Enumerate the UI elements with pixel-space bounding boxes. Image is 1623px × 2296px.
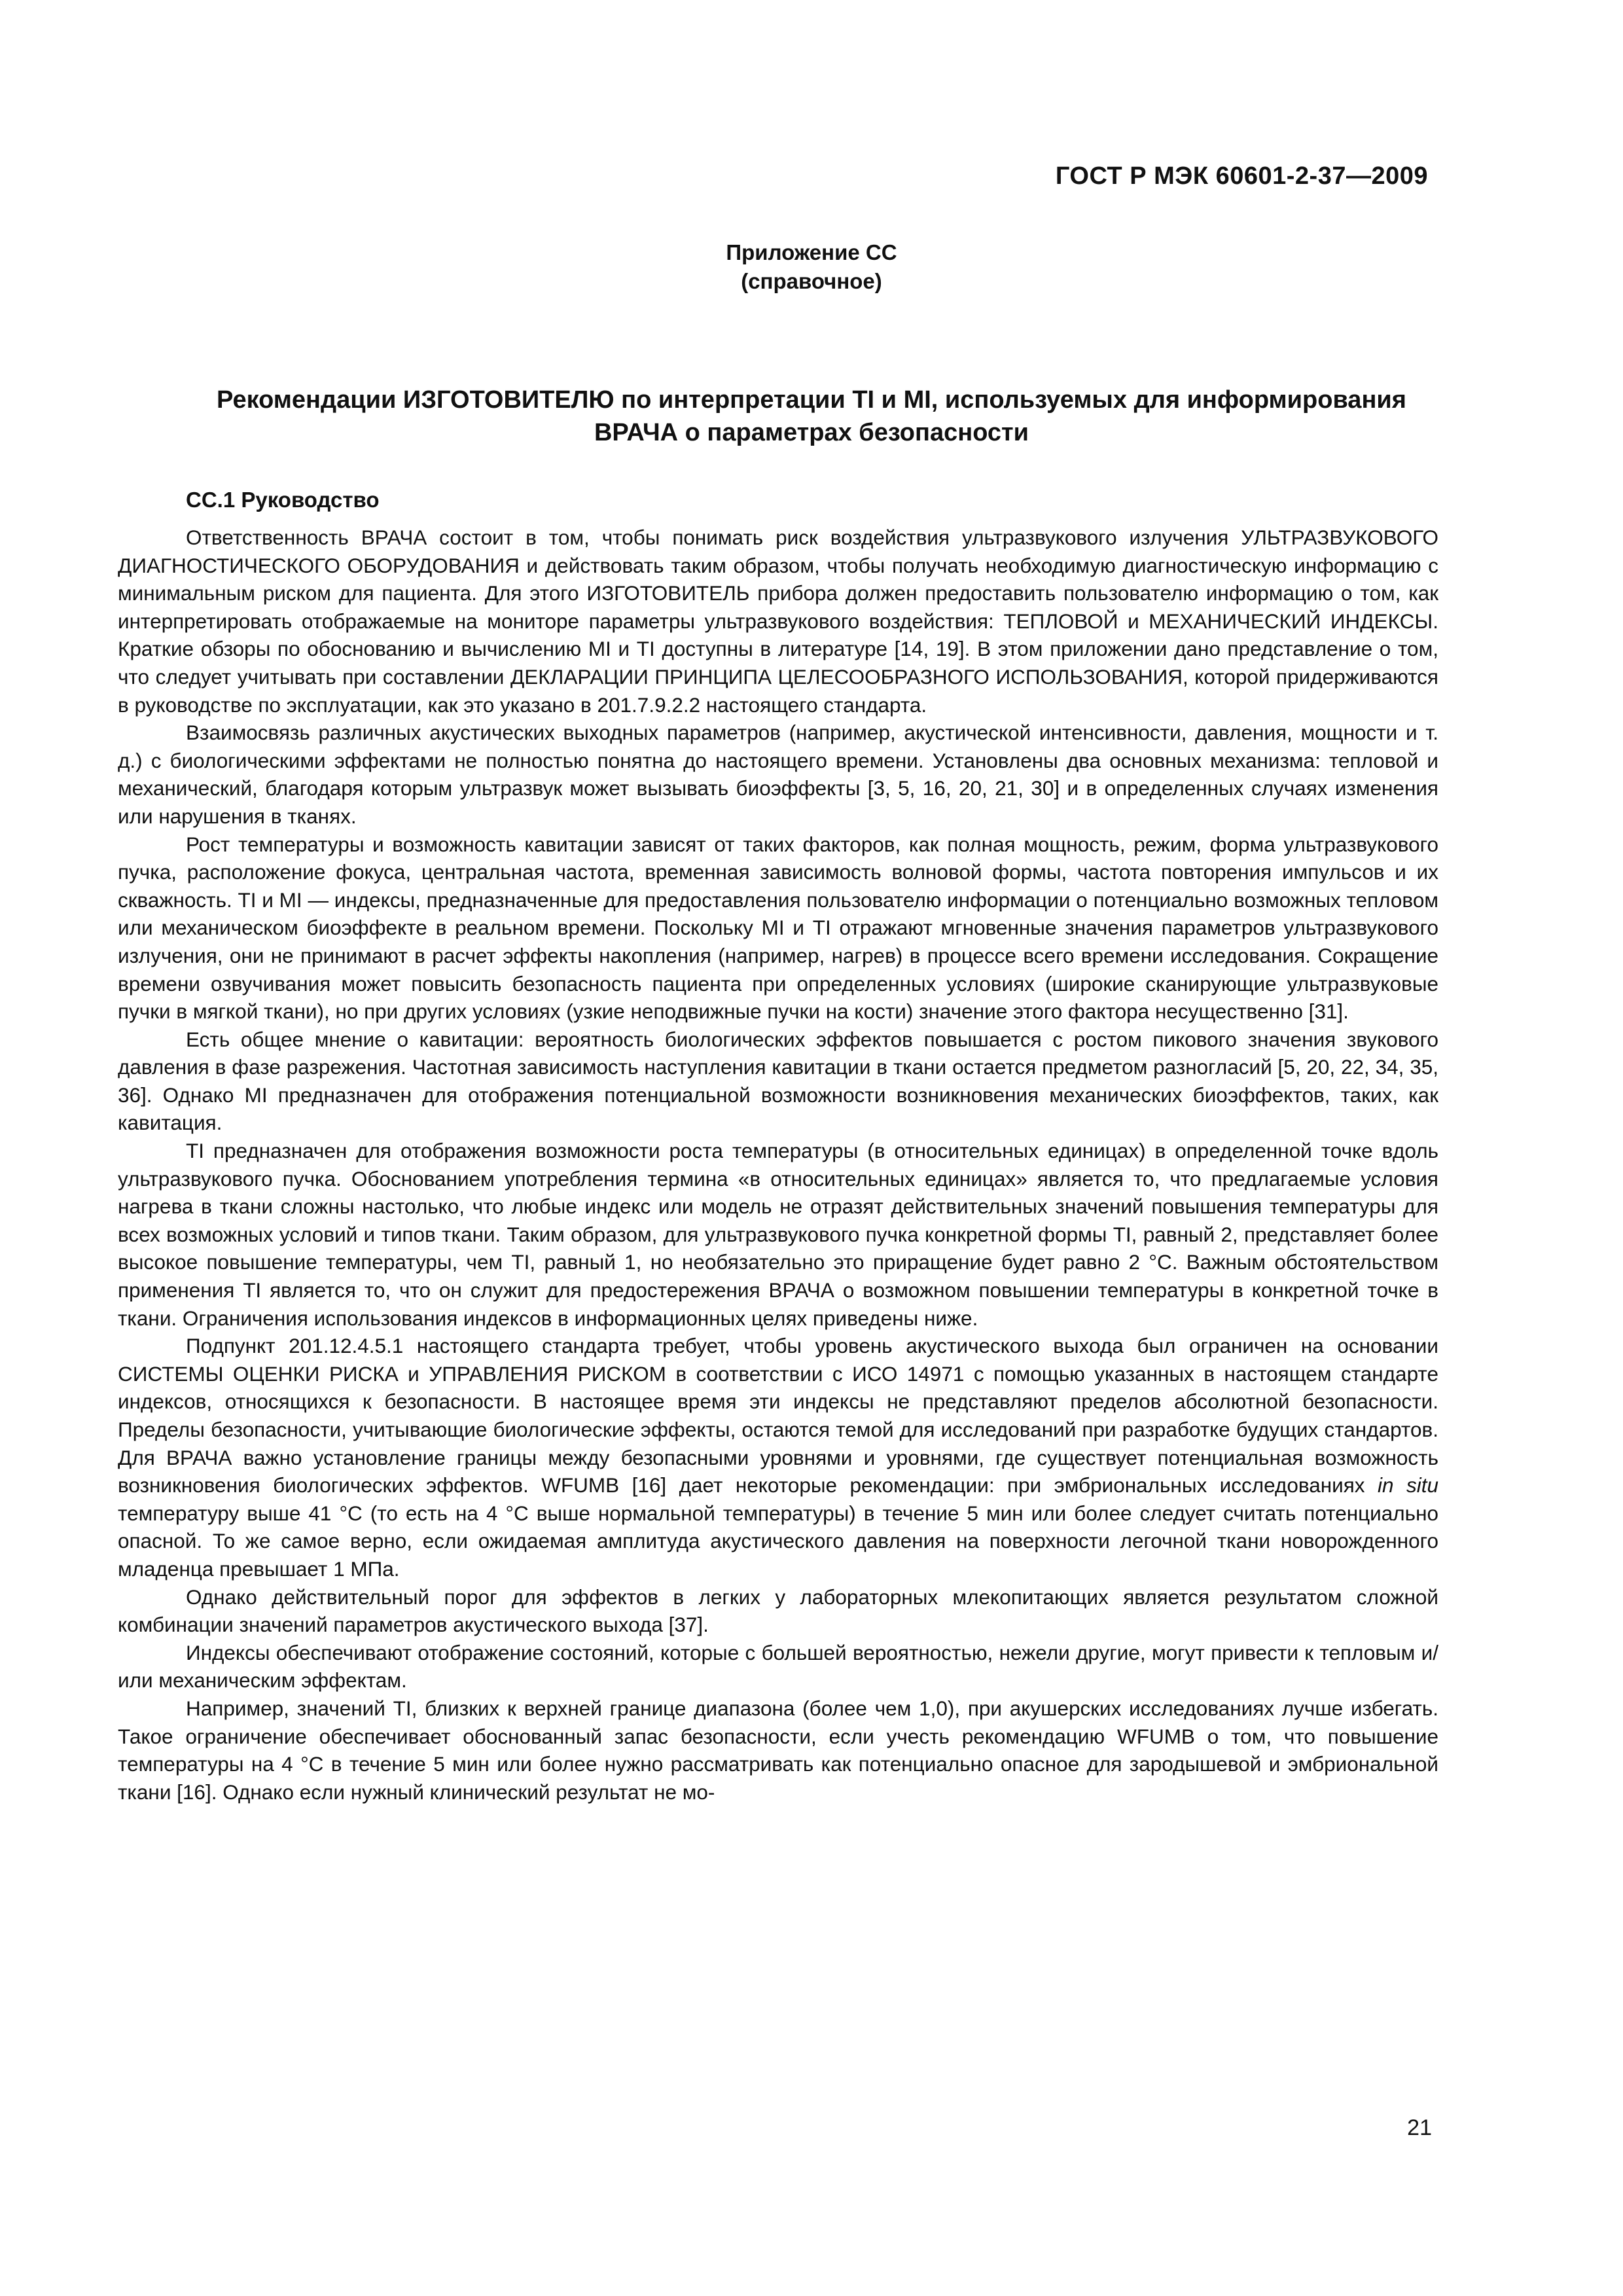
paragraph-5: TI предназначен для отображения возможности роста температуры (в относительных единицах) в определенной точке вдоль ультразвукового пучка. Обоснованием употребления термина «в относительных единицах» является то, что предлагаемые условия нагрева в ткани сложны настолько, что любые индекс или модель не отразят действительных значений повышения температуры для всех возможных условий и типов ткани. Таким образом, для ультразвукового пучка конкретной формы TI, равный 2, представляет более высокое повышение температуры, чем TI, равный 1, но необязательно это приращение будет равно 2 °С. Важным обстоятельством применения TI является то, что он служит для предостережения ВРАЧА о возможном повышении температуры в конкретной точке в ткани. Ограничения использования индексов в информационных целях приведены ниже. bbox=[118, 1139, 1438, 1330]
annex-label: Приложение СС bbox=[726, 240, 897, 264]
paragraph-6-italic-term: in situ bbox=[1378, 1473, 1438, 1498]
paragraph-1: Ответственность ВРАЧА состоит в том, чтобы понимать риск воздействия ультразвукового излучения УЛЬТРАЗВУКОВОГО ДИАГНОСТИЧЕСКОГО ОБОРУДОВАНИЯ и действовать таким образом, чтобы получать необходимую диагностическую информацию с минимальным риском для пациента. Для этого ИЗГОТОВИТЕЛЬ прибора должен предоставить пользователю информацию о том, как интерпретировать отображаемые на мониторе параметры ультразвукового воздействия: ТЕПЛОВОЙ и МЕХАНИЧЕСКИЙ ИНДЕКСЫ. Краткие обзоры по обоснованию и вычислению MI и TI доступны в литературе [14, 19]. В этом приложении дано представление о том, что следует учитывать при составлении ДЕКЛАРАЦИИ ПРИНЦИПА ЦЕЛЕСООБРАЗНОГО ИСПОЛЬЗОВАНИЯ, которой придерживаются в руководстве по эксплуатации, как это указано в 201.7.9.2.2 настоящего стандарта. bbox=[118, 526, 1438, 717]
paragraph-8: Индексы обеспечивают отображение состояний, которые с большей вероятностью, нежели другие, могут привести к тепловым и/или механическим эффектам. bbox=[118, 1640, 1438, 1693]
annex-heading bbox=[0, 238, 1623, 296]
paragraph-6 bbox=[118, 1332, 1438, 1583]
paragraph-2: Взаимосвязь различных акустических выходных параметров (например, акустической интенсивности, давления, мощности и т. д.) с биологическими эффектами не полностью понятна до настоящего времени. Установлены два основных механизма: тепловой и механический, благодаря которым ультразвук может вызывать биоэффекты [3, 5, 16, 20, 21, 30] и в определенных случаях изменения или нарушения в тканях. bbox=[118, 721, 1438, 828]
annex-title-line-2: ВРАЧА о параметрах безопасности bbox=[594, 419, 1029, 446]
paragraph-6-end: температуру выше 41 °С (то есть на 4 °С выше нормальной температуры) в течение 5 мин или более следует считать потенциально опасной. То же самое верно, если ожидаемая амплитуда акустического давления на поверхности легочной ткани новорожденного младенца превышает 1 МПа. bbox=[118, 1501, 1438, 1581]
paragraph-7: Однако действительный порог для эффектов в легких у лабораторных млекопитающих является результатом сложной комбинации значений параметров акустического выхода [37]. bbox=[118, 1585, 1438, 1637]
annex-status: (справочное) bbox=[741, 269, 882, 293]
annex-title bbox=[118, 384, 1505, 449]
paragraph-6-start: Подпункт 201.12.4.5.1 настоящего стандарта требует, чтобы уровень акустического выхода был ограничен на основании СИСТЕМЫ ОЦЕНКИ РИСКА и УПРАВЛЕНИЯ РИСКОМ в соответствии с ИСО 14971 с помощью указанных в настоящем стандарте индексов, относящихся к безопасности. В настоящее время эти индексы не представляют пределов абсолютной безопасности. Пределы безопасности, учитывающие биологические эффекты, остаются темой для исследований при разработке будущих стандартов. Для ВРАЧА важно установление границы между безопасными уровнями и уровнями, где существует потенциальная возможность возникновения биологических эффектов. WFUMB [16] дает некоторые рекомендации: при эмбриональных исследованиях bbox=[118, 1334, 1438, 1498]
document-code: ГОСТ Р МЭК 60601-2-37—2009 bbox=[1055, 162, 1428, 190]
paragraph-4: Есть общее мнение о кавитации: вероятность биологических эффектов повышается с ростом пикового значения звукового давления в фазе разрежения. Частотная зависимость наступления кавитации в ткани остается предметом разногласий [5, 20, 22, 34, 35, 36]. Однако MI предназначен для отображения потенциальной возможности возникновения механических биоэффектов, таких, как кавитация. bbox=[118, 1027, 1438, 1135]
paragraph-3: Рост температуры и возможность кавитации зависят от таких факторов, как полная мощность, режим, форма ультразвукового пучка, расположение фокуса, центральная частота, временная зависимость волновой формы, частота повторения импульсов и их скважность. TI и MI — индексы, предназначенные для предоставления пользователю информации о потенциально возможных тепловом или механическом биоэффекте в реальном времени. Поскольку MI и TI отражают мгновенные значения параметров ультразвукового излучения, они не принимают в расчет эффекты накопления (например, нагрев) в процессе всего времени исследования. Сокращение времени озвучивания может повысить безопасность пациента при определенных условиях (широкие сканирующие ультразвуковые пучки в мягкой ткани), но при других условиях (узкие неподвижные пучки на кости) значение этого фактора несущественно [31]. bbox=[118, 832, 1438, 1024]
page-number: 21 bbox=[1407, 2115, 1432, 2140]
annex-title-line-1: Рекомендации ИЗГОТОВИТЕЛЮ по интерпретации TI и MI, используемых для информирования bbox=[217, 386, 1406, 414]
section-heading: СС.1 Руководство bbox=[186, 488, 380, 512]
paragraph-9: Например, значений TI, близких к верхней границе диапазона (более чем 1,0), при акушерских исследованиях лучше избегать. Такое ограничение обеспечивает обоснованный запас безопасности, если учесть рекомендацию WFUMB о том, что повышение температуры на 4 °С в течение 5 мин или более нужно рассматривать как потенциально опасное для зародышевой и эмбриональной ткани [16]. Однако если нужный клинический результат не мо- bbox=[118, 1696, 1438, 1804]
section-body bbox=[118, 524, 1438, 1806]
